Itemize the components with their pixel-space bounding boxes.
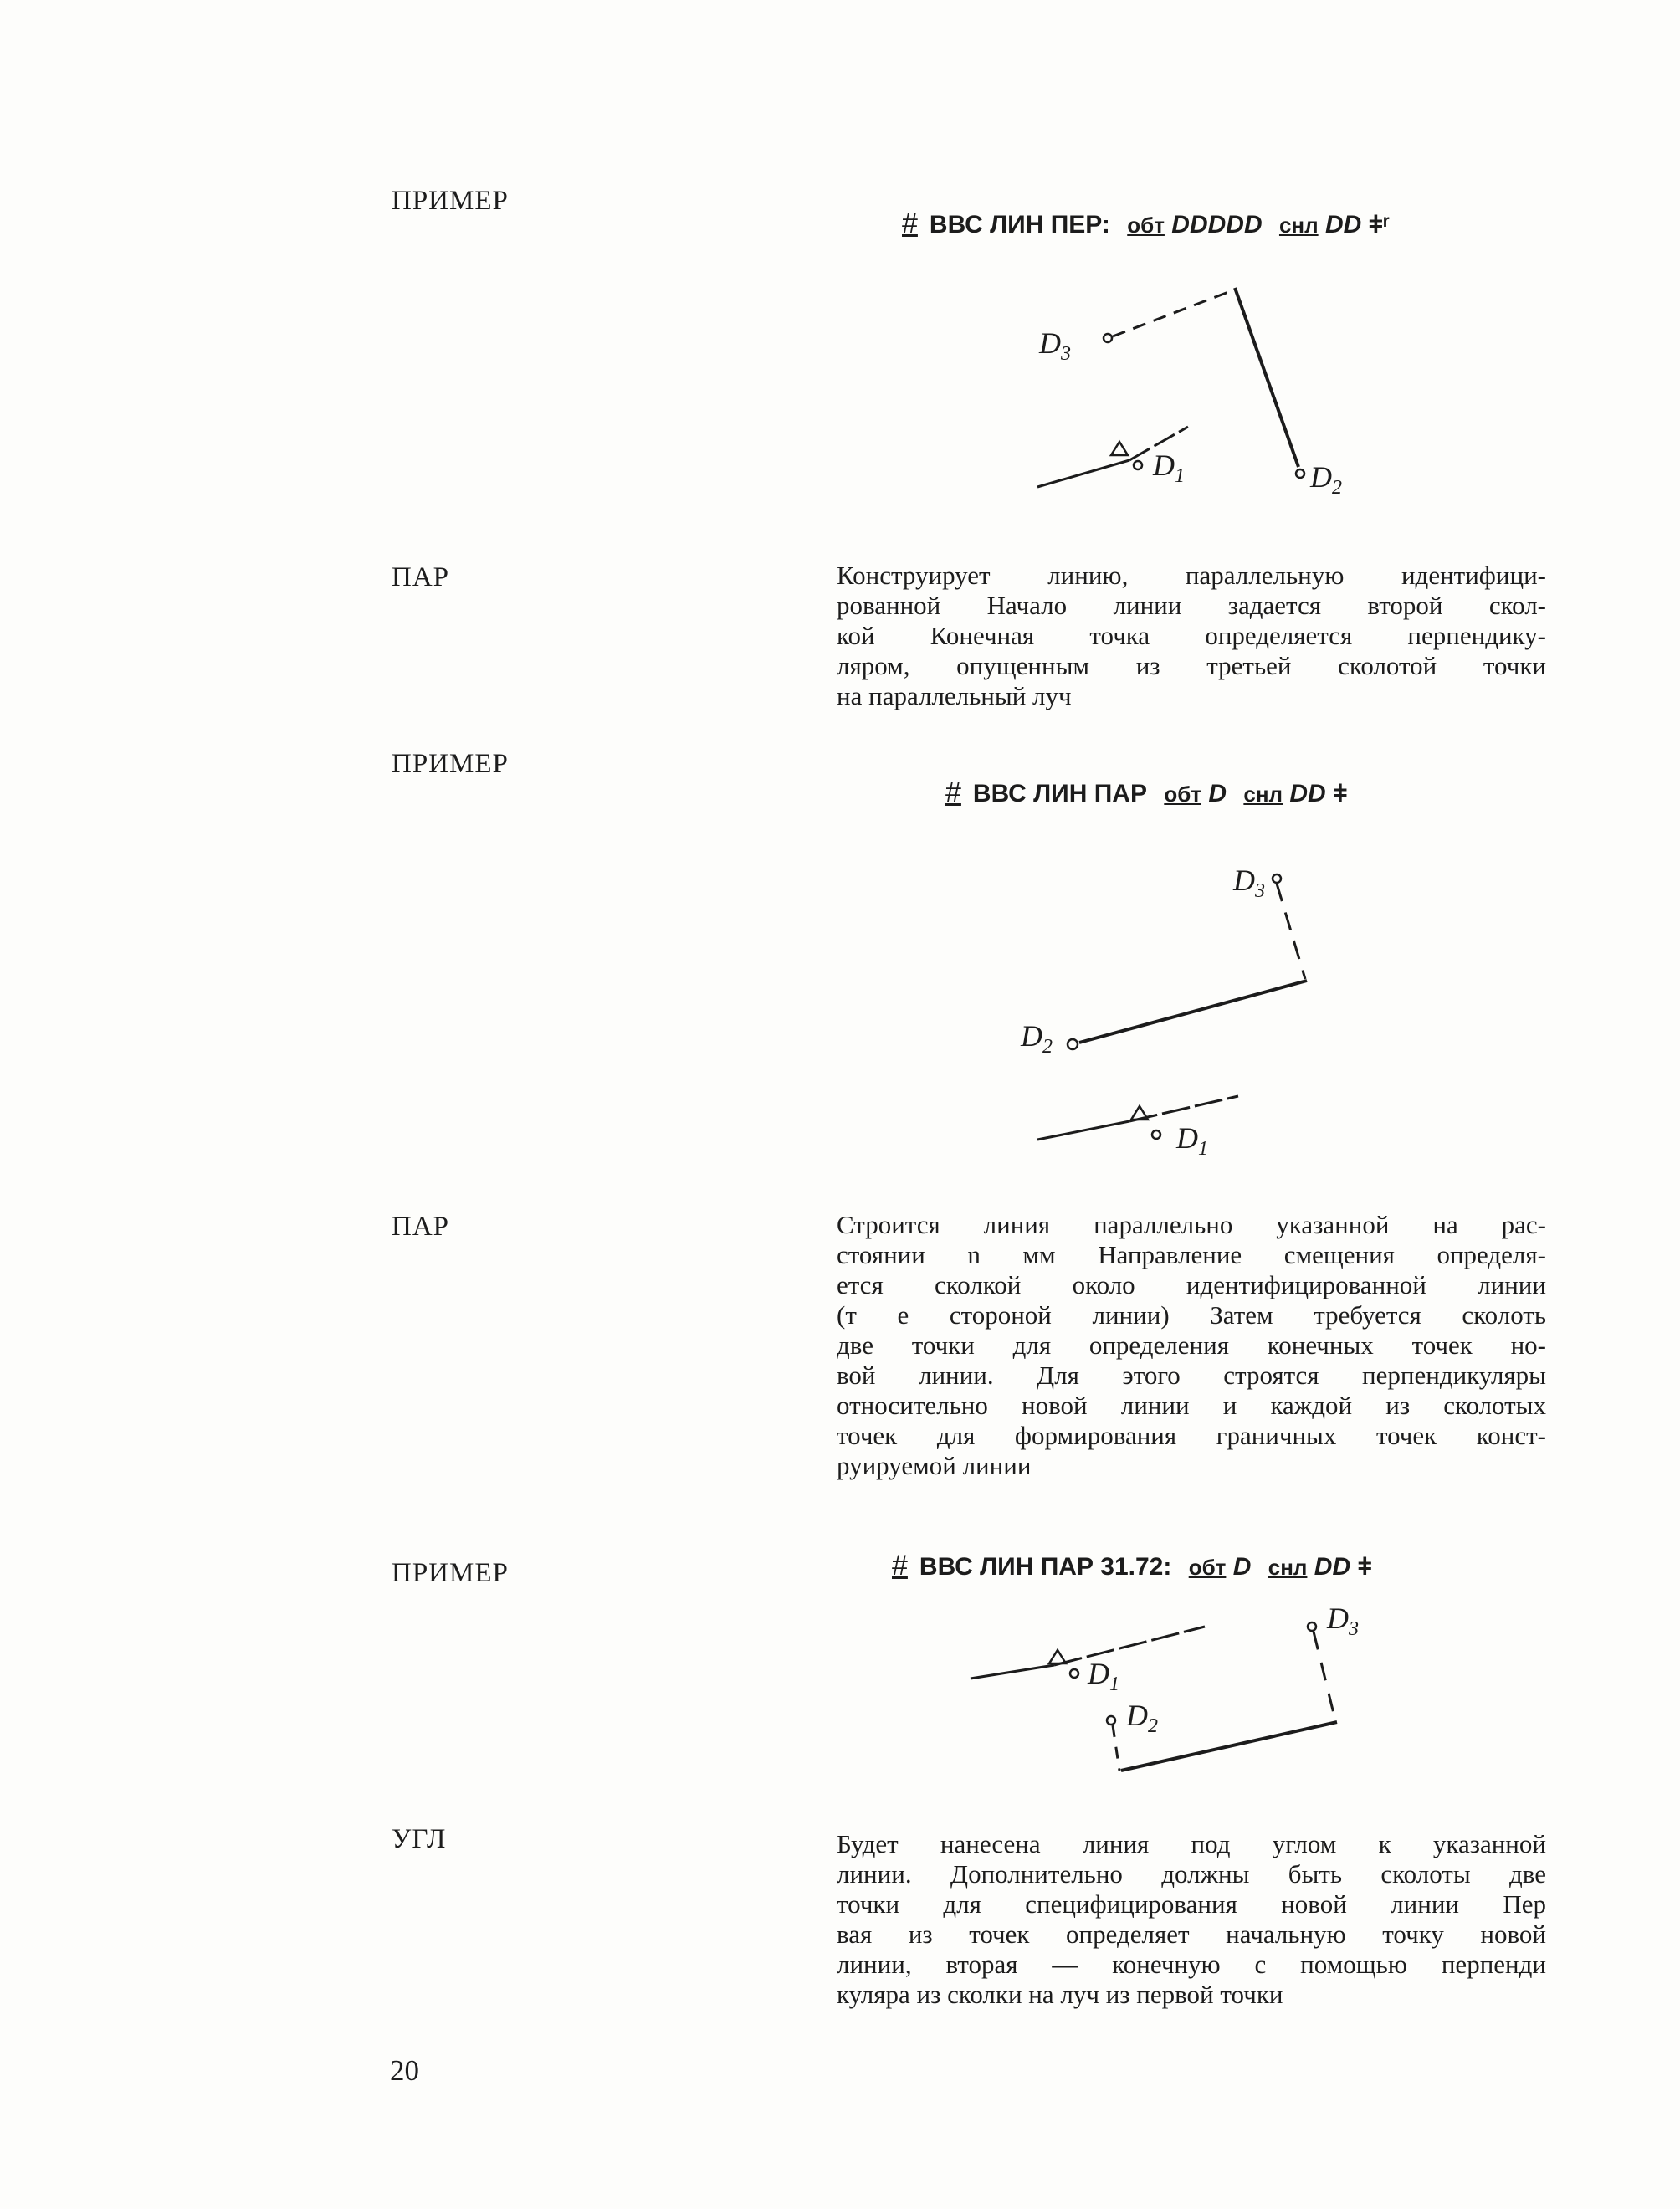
command-line-2 <box>945 776 1348 809</box>
command-obt: обт <box>1188 1555 1227 1580</box>
command-end-mark: ǂ <box>1333 780 1348 807</box>
identified-line <box>971 1665 1054 1679</box>
parallel-line <box>1079 981 1307 1043</box>
desc-line: ляром, опущенным из третьей сколотой точки <box>837 651 1546 680</box>
desc-line: точек для формирования граничных точек конст- <box>837 1421 1546 1450</box>
label-d2: $D_2$ <box>1126 1699 1158 1737</box>
desc-line: рованной Начало линии задается второй скол- <box>837 591 1546 620</box>
section-term-par-2: ПАР <box>392 1212 450 1242</box>
page-number: 20 <box>390 2054 419 2087</box>
triangle-marker <box>1111 442 1128 455</box>
desc-line: вая из точек определяет начальную точку новой <box>837 1919 1546 1949</box>
label-d2: $D_2$ <box>1021 1019 1053 1058</box>
command-words: ВВС ЛИН ПАР <box>972 780 1147 807</box>
section-term-example-3: ПРИМЕР <box>392 1558 509 1588</box>
desc-line: (т е стороной линии) Затем требуется сколоть <box>837 1300 1546 1330</box>
identified-line <box>1037 1121 1129 1140</box>
desc-line: линии, вторая — конечную с помощью перпенди <box>837 1950 1546 1979</box>
label-d1: $D_1$ <box>1176 1121 1208 1160</box>
description-par-1 <box>837 561 1546 711</box>
desc-line: кой Конечная точка определяется перпендику- <box>837 621 1546 650</box>
command-snl-arg: DD <box>1289 780 1326 807</box>
perpendicular-d2 <box>1113 1725 1119 1771</box>
desc-line: точки для специфицирования новой линии Пер <box>837 1889 1546 1919</box>
label-d3: $D_3$ <box>1327 1602 1359 1640</box>
desc-line: ется сколкой около идентифицированной линии <box>837 1270 1546 1299</box>
command-end-mark: ǂʳ <box>1368 211 1390 238</box>
desc-line: относительно новой линии и каждой из сколотых <box>837 1391 1546 1420</box>
diagram-parallel <box>1004 845 1422 1180</box>
desc-line: Строится линия параллельно указанной на рас- <box>837 1210 1546 1239</box>
perpendicular-dashed <box>1277 884 1305 979</box>
triangle-marker <box>1049 1650 1066 1663</box>
diagram-perpendicular <box>1004 268 1422 519</box>
command-snl: снл <box>1278 213 1319 238</box>
description-par-2 <box>837 1210 1546 1481</box>
point-d3 <box>1104 334 1112 342</box>
command-line-1 <box>902 208 1390 240</box>
command-obt-arg: D <box>1208 780 1227 807</box>
label-d1: $D_1$ <box>1153 448 1185 487</box>
desc-line: вой линии. Для этого строятся перпендикуляры <box>837 1361 1546 1390</box>
point-d1 <box>1152 1130 1160 1139</box>
command-snl: снл <box>1268 1555 1308 1580</box>
identified-line-tail <box>1054 1627 1205 1665</box>
description-ugl <box>837 1829 1546 2010</box>
label-d3: $D_3$ <box>1233 864 1265 902</box>
diagram-parallel-offset <box>962 1602 1431 1799</box>
desc-line: Будет нанесена линия под углом к указанной <box>837 1829 1546 1858</box>
section-term-ugl: УГЛ <box>392 1824 447 1854</box>
point-d3 <box>1273 874 1281 883</box>
command-snl-arg: DD <box>1314 1553 1351 1581</box>
command-words: ВВС ЛИН ПЕР: <box>929 211 1110 238</box>
command-end-mark: ǂ <box>1357 1553 1373 1581</box>
desc-line: две точки для определения конечных точек но- <box>837 1330 1546 1360</box>
identified-line <box>1037 460 1129 487</box>
desc-line: руируемой линии <box>837 1451 1032 1480</box>
desc-line: куляра из сколки на луч из первой точки <box>837 1980 1283 2009</box>
point-d2 <box>1296 469 1304 478</box>
command-hash: # <box>892 1550 908 1581</box>
point-d1 <box>1070 1669 1078 1678</box>
command-obt: обт <box>1127 213 1165 238</box>
command-hash: # <box>945 776 961 808</box>
label-d2: $D_2$ <box>1310 460 1342 499</box>
section-term-example-1: ПРИМЕР <box>392 186 509 216</box>
command-obt-arg: D <box>1232 1553 1252 1581</box>
command-line-3 <box>892 1550 1372 1582</box>
desc-line: на параллельный луч <box>837 681 1072 710</box>
command-words: ВВС ЛИН ПАР 31.72: <box>919 1553 1172 1581</box>
label-d1: $D_1$ <box>1088 1657 1119 1695</box>
dashed-line <box>1113 290 1235 336</box>
command-snl: снл <box>1243 782 1283 807</box>
command-hash: # <box>902 208 918 239</box>
label-d3: $D_3$ <box>1039 326 1071 365</box>
command-obt-arg: DDDDD <box>1171 211 1263 238</box>
desc-line: стоянии n мм Направление смещения определя- <box>837 1240 1546 1269</box>
command-snl-arg: DD <box>1324 211 1362 238</box>
perpendicular-line <box>1235 288 1298 467</box>
point-d3 <box>1308 1622 1316 1631</box>
section-term-example-2: ПРИМЕР <box>392 749 509 779</box>
command-obt: обт <box>1164 782 1201 807</box>
desc-line: Конструирует линию, параллельную идентифици- <box>837 561 1546 590</box>
point-d1 <box>1134 461 1142 469</box>
section-term-par-1: ПАР <box>392 562 450 592</box>
point-d2 <box>1068 1039 1078 1049</box>
perpendicular-d3 <box>1314 1632 1335 1720</box>
point-d2 <box>1107 1716 1115 1725</box>
desc-line: линии. Дополнительно должны быть сколоты две <box>837 1859 1546 1889</box>
